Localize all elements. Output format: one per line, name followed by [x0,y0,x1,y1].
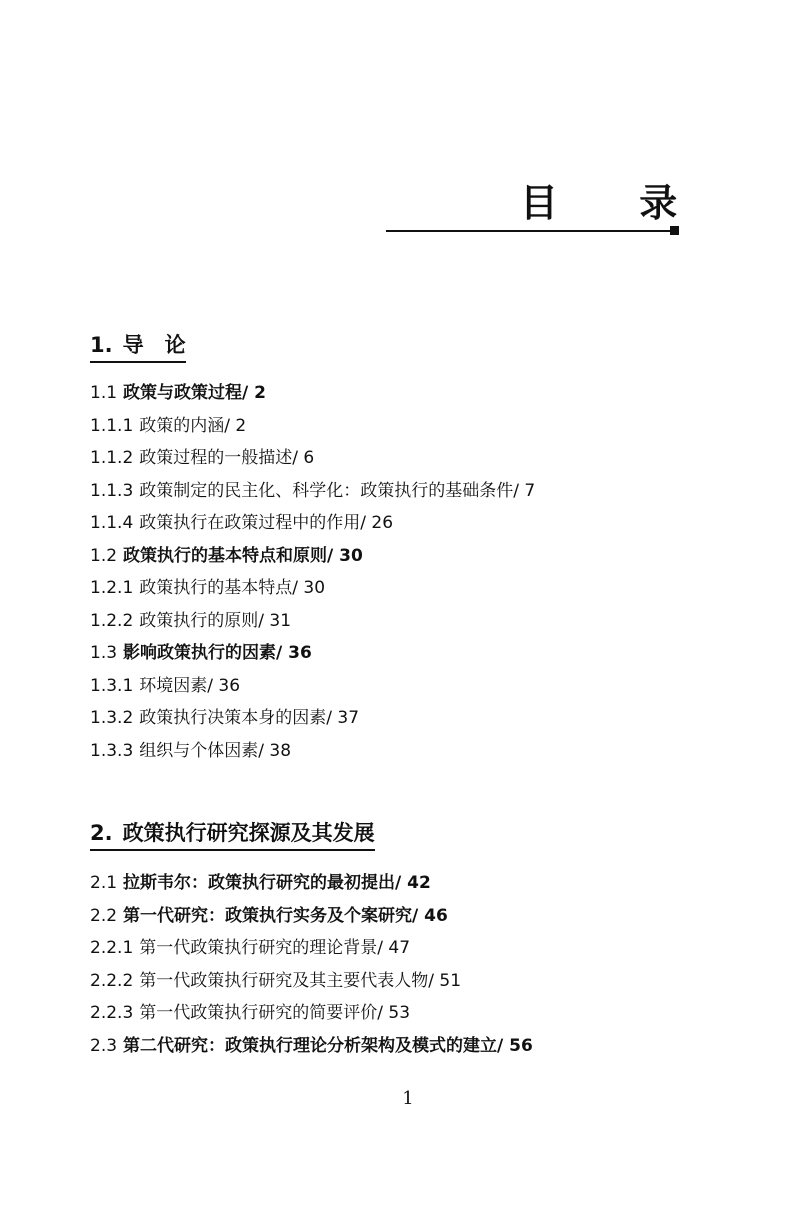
entry-title: 政策执行的基本特点和原则∕ 30 [123,545,363,566]
toc-entry[interactable] [90,900,533,933]
toc-list [90,867,533,1062]
entry-title: 影响政策执行的因素∕ 36 [123,643,312,663]
toc-entry[interactable] [90,932,533,965]
chapter-2 [90,818,533,1062]
entry-title: 拉斯韦尔：政策执行研究的最初提出∕ 42 [123,873,431,893]
entry-number: 2.2.1 [90,938,134,958]
page-title: 目 录 [520,180,712,225]
entry-number: 1.1 [90,383,118,403]
entry-title: 第一代政策执行研究的简要评价∕ 53 [139,1003,411,1023]
chapter-heading[interactable] [90,818,375,851]
entry-number: 2.2 [90,905,118,926]
entry-number: 2.2.2 [90,970,134,991]
toc-entry[interactable] [90,410,535,443]
chapter-title: 导 论 [122,333,186,357]
entry-number: 1.2.2 [90,610,134,631]
chapter-heading[interactable] [90,330,186,363]
entry-title: 政策执行的原则∕ 31 [139,610,292,631]
toc-entry[interactable] [90,475,535,508]
entry-number: 2.1 [90,873,118,893]
entry-title: 第二代研究：政策执行理论分析架构及模式的建立∕ 56 [123,1035,533,1056]
toc-list [90,377,535,767]
entry-title: 第一代政策执行研究及其主要代表人物∕ 51 [139,970,462,991]
toc-entry[interactable] [90,377,535,410]
toc-entry[interactable] [90,540,535,573]
toc-entry[interactable] [90,442,535,475]
entry-title: 政策执行的基本特点∕ 30 [139,578,326,598]
entry-number: 1.1.3 [90,480,134,501]
entry-number: 1.3 [90,643,118,663]
entry-number: 1.1.1 [90,415,134,436]
entry-title: 政策与政策过程∕ 2 [123,383,267,403]
entry-number: 2.3 [90,1035,118,1056]
toc-entry[interactable] [90,867,533,900]
entry-title: 环境因素∕ 36 [139,675,241,696]
toc-entry[interactable] [90,735,535,768]
entry-title: 政策过程的一般描述∕ 6 [139,448,315,468]
entry-title: 政策执行在政策过程中的作用∕ 26 [139,513,394,533]
entry-number: 1.2 [90,545,118,566]
title-underline [386,230,674,232]
chapter-number: 2. [90,821,113,845]
toc-entry[interactable] [90,572,535,605]
entry-title: 政策执行决策本身的因素∕ 37 [139,708,360,728]
chapter-1 [90,330,535,767]
page-number: 1 [402,1088,414,1109]
toc-entry[interactable] [90,1030,533,1063]
entry-number: 1.2.1 [90,578,134,598]
toc-entry[interactable] [90,670,535,703]
entry-title: 组织与个体因素∕ 38 [139,740,292,761]
chapter-title: 政策执行研究探源及其发展 [122,821,375,845]
title-underline-end-mark [670,226,679,235]
toc-entry[interactable] [90,997,533,1030]
entry-title: 政策制定的民主化、科学化：政策执行的基础条件∕ 7 [139,480,536,501]
toc-entry[interactable] [90,605,535,638]
entry-number: 1.1.4 [90,513,134,533]
toc-entry[interactable] [90,507,535,540]
entry-number: 1.1.2 [90,448,134,468]
entry-number: 1.3.2 [90,708,134,728]
entry-number: 2.2.3 [90,1003,134,1023]
entry-number: 1.3.1 [90,675,134,696]
toc-entry[interactable] [90,702,535,735]
entry-title: 政策的内涵∕ 2 [139,415,247,436]
entry-number: 1.3.3 [90,740,134,761]
entry-title: 第一代研究：政策执行实务及个案研究∕ 46 [123,905,448,926]
toc-entry[interactable] [90,637,535,670]
toc-entry[interactable] [90,965,533,998]
chapter-number: 1. [90,333,113,357]
entry-title: 第一代政策执行研究的理论背景∕ 47 [139,938,411,958]
